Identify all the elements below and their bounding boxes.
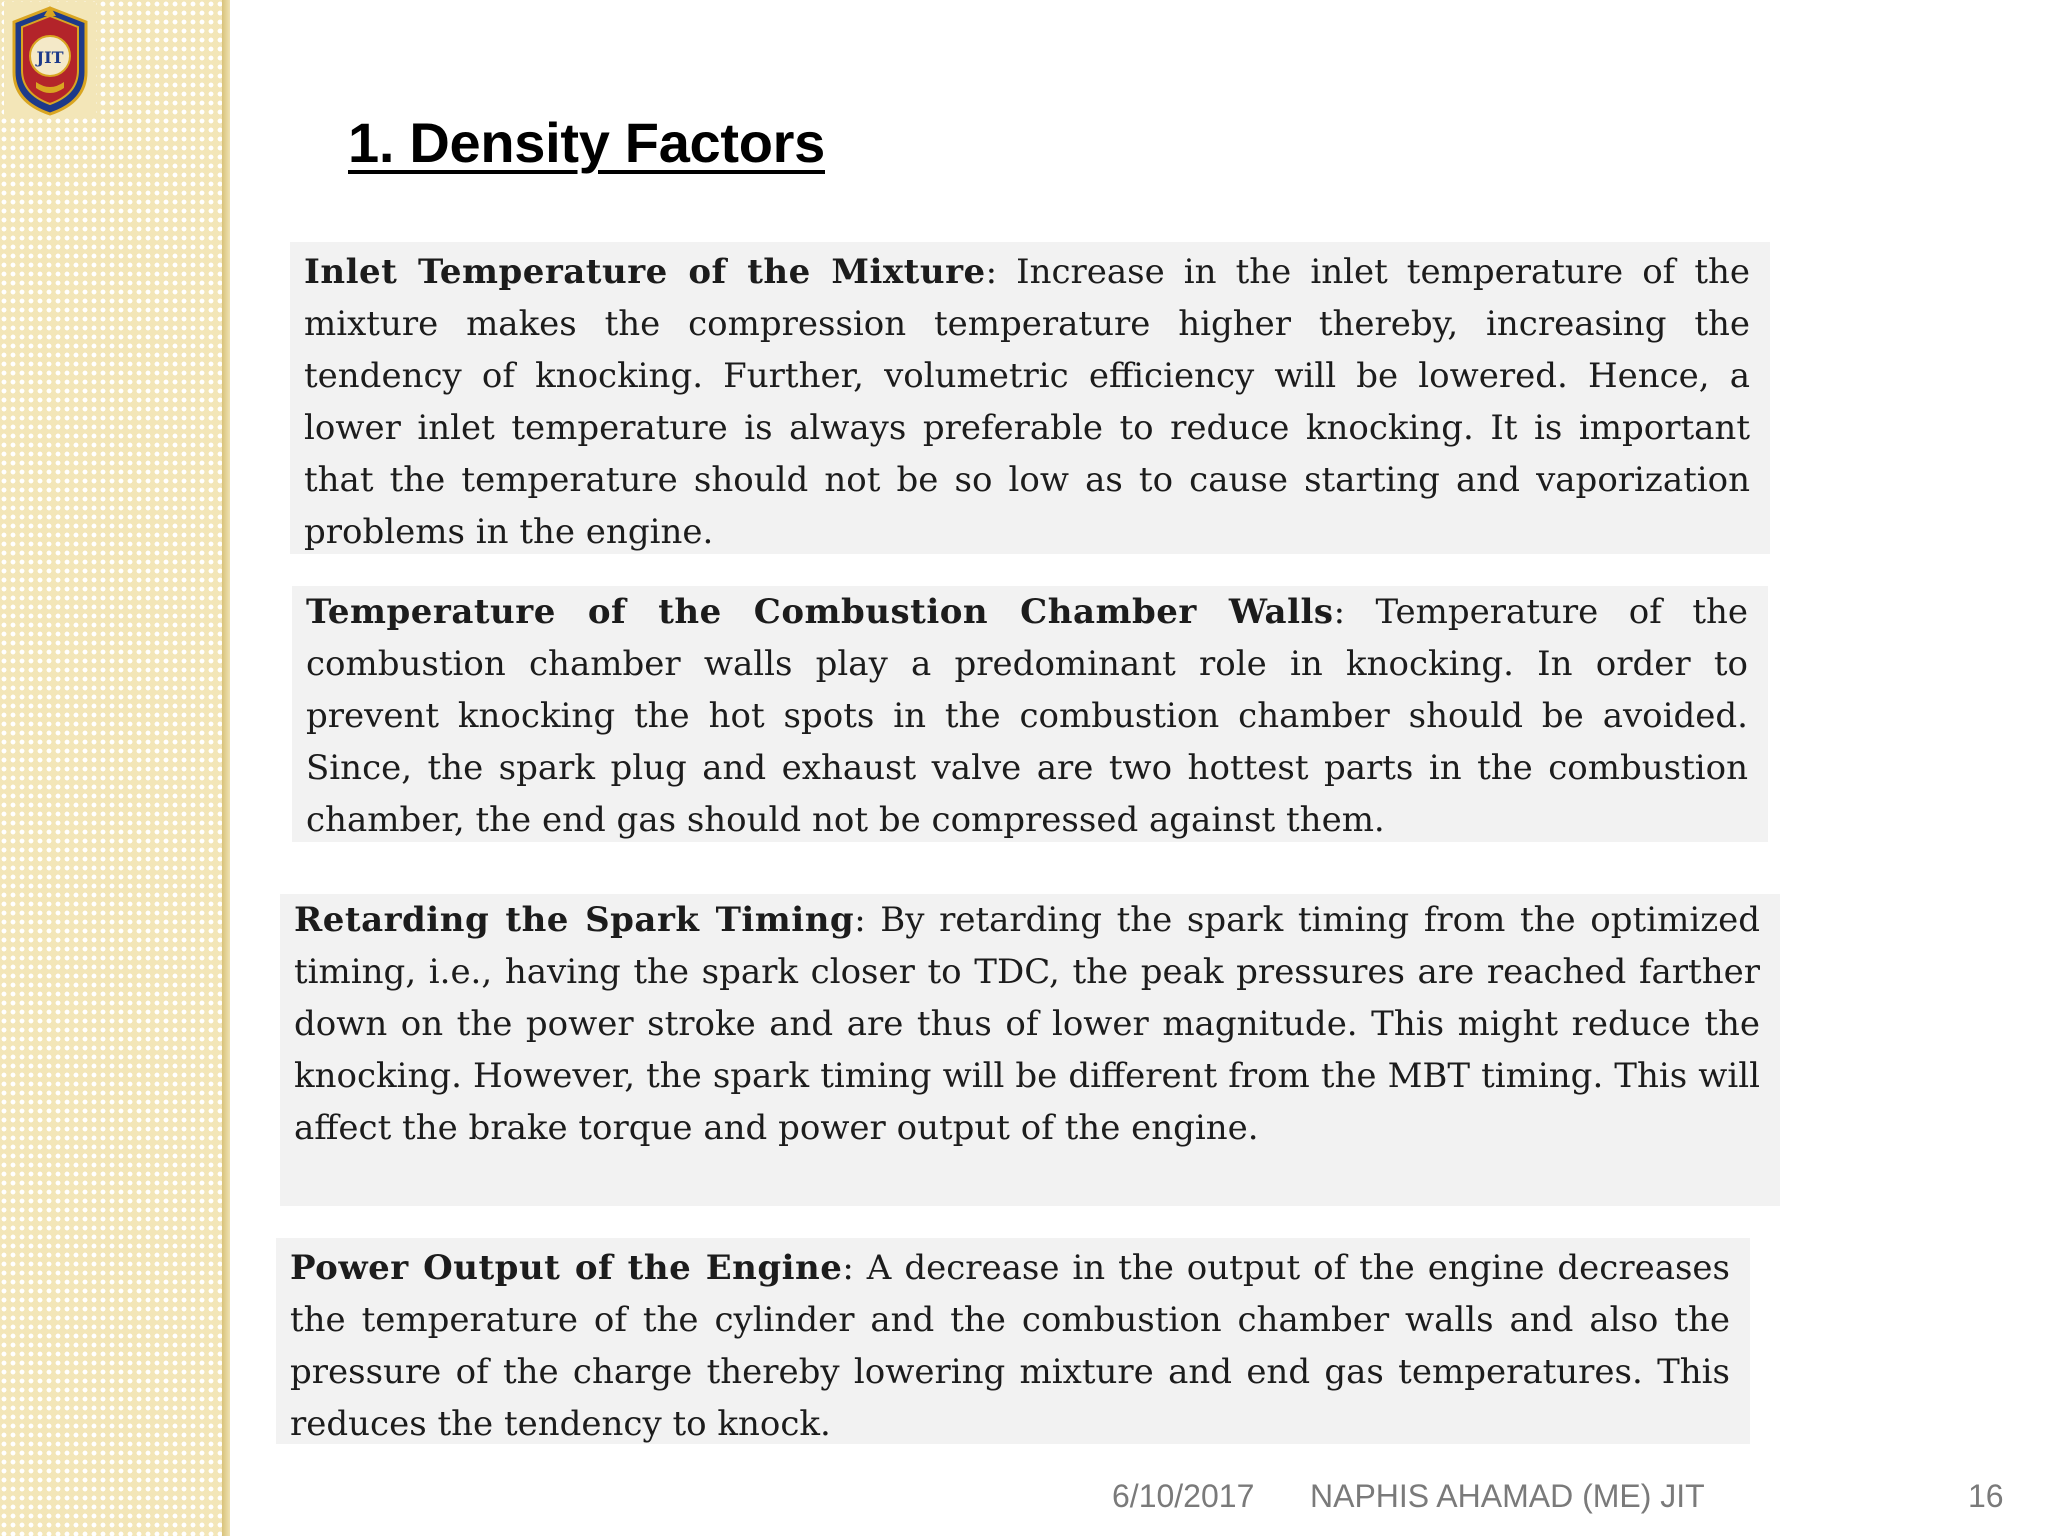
college-crest-icon [4, 2, 96, 118]
text-block-spark-timing [280, 894, 1780, 1206]
slide-title: 1. Density Factors [348, 111, 825, 174]
block-body: : Temperature of the combustion chamber walls play a predominant role in knocking. In order to prevent knocking the hot spots in the combustion chamber should be avoided. Since, the spark plug and exhaust valve are two hottest parts in the combustion chamber, the end gas should not be compressed against them. [306, 592, 1749, 840]
block-body: : A decrease in the output of the engine decreases the temperature of the cylinder and the combustion chamber walls and also the pressure of the charge thereby lowering mixture and end gas temperatures. This reduces the tendency to knock. [290, 1248, 1730, 1444]
block-term: Retarding the Spark Timing [294, 900, 855, 940]
block-body: : Increase in the inlet temperature of the mixture makes the compression temperature higher thereby, increasing the tendency of knocking. Further, volumetric efficiency will be lowered. Hence, a lower inlet temperature is always preferable to reduce knocking. It is important that the temperature should not be so low as to cause starting and vaporization problems in the engine. [304, 252, 1750, 552]
block-term: Power Output of the Engine [290, 1248, 843, 1288]
footer-page-number: 16 [1968, 1478, 2004, 1514]
block-term: Temperature of the Combustion Chamber Walls [306, 592, 1334, 632]
footer-author: NAPHIS AHAMAD (ME) JIT [1310, 1478, 1705, 1514]
footer-date: 6/10/2017 [1112, 1478, 1255, 1514]
text-block-power-output [276, 1238, 1750, 1444]
crest-lettering: JIT [36, 48, 64, 67]
block-term: Inlet Temperature of the Mixture [304, 252, 986, 292]
text-block-chamber-walls [292, 586, 1768, 842]
text-block-inlet-temperature [290, 242, 1770, 554]
sidebar-edge-shadow [222, 0, 230, 1536]
block-body: : By retarding the spark timing from the optimized timing, i.e., having the spark closer to TDC, the peak pressures are reached farther down on the power stroke and are thus of lower magnitude. This might reduce the knocking. However, the spark timing will be different from the MBT timing. This will affect the brake torque and power output of the engine. [294, 900, 1760, 1148]
decorative-sidebar-strip [0, 0, 228, 1536]
